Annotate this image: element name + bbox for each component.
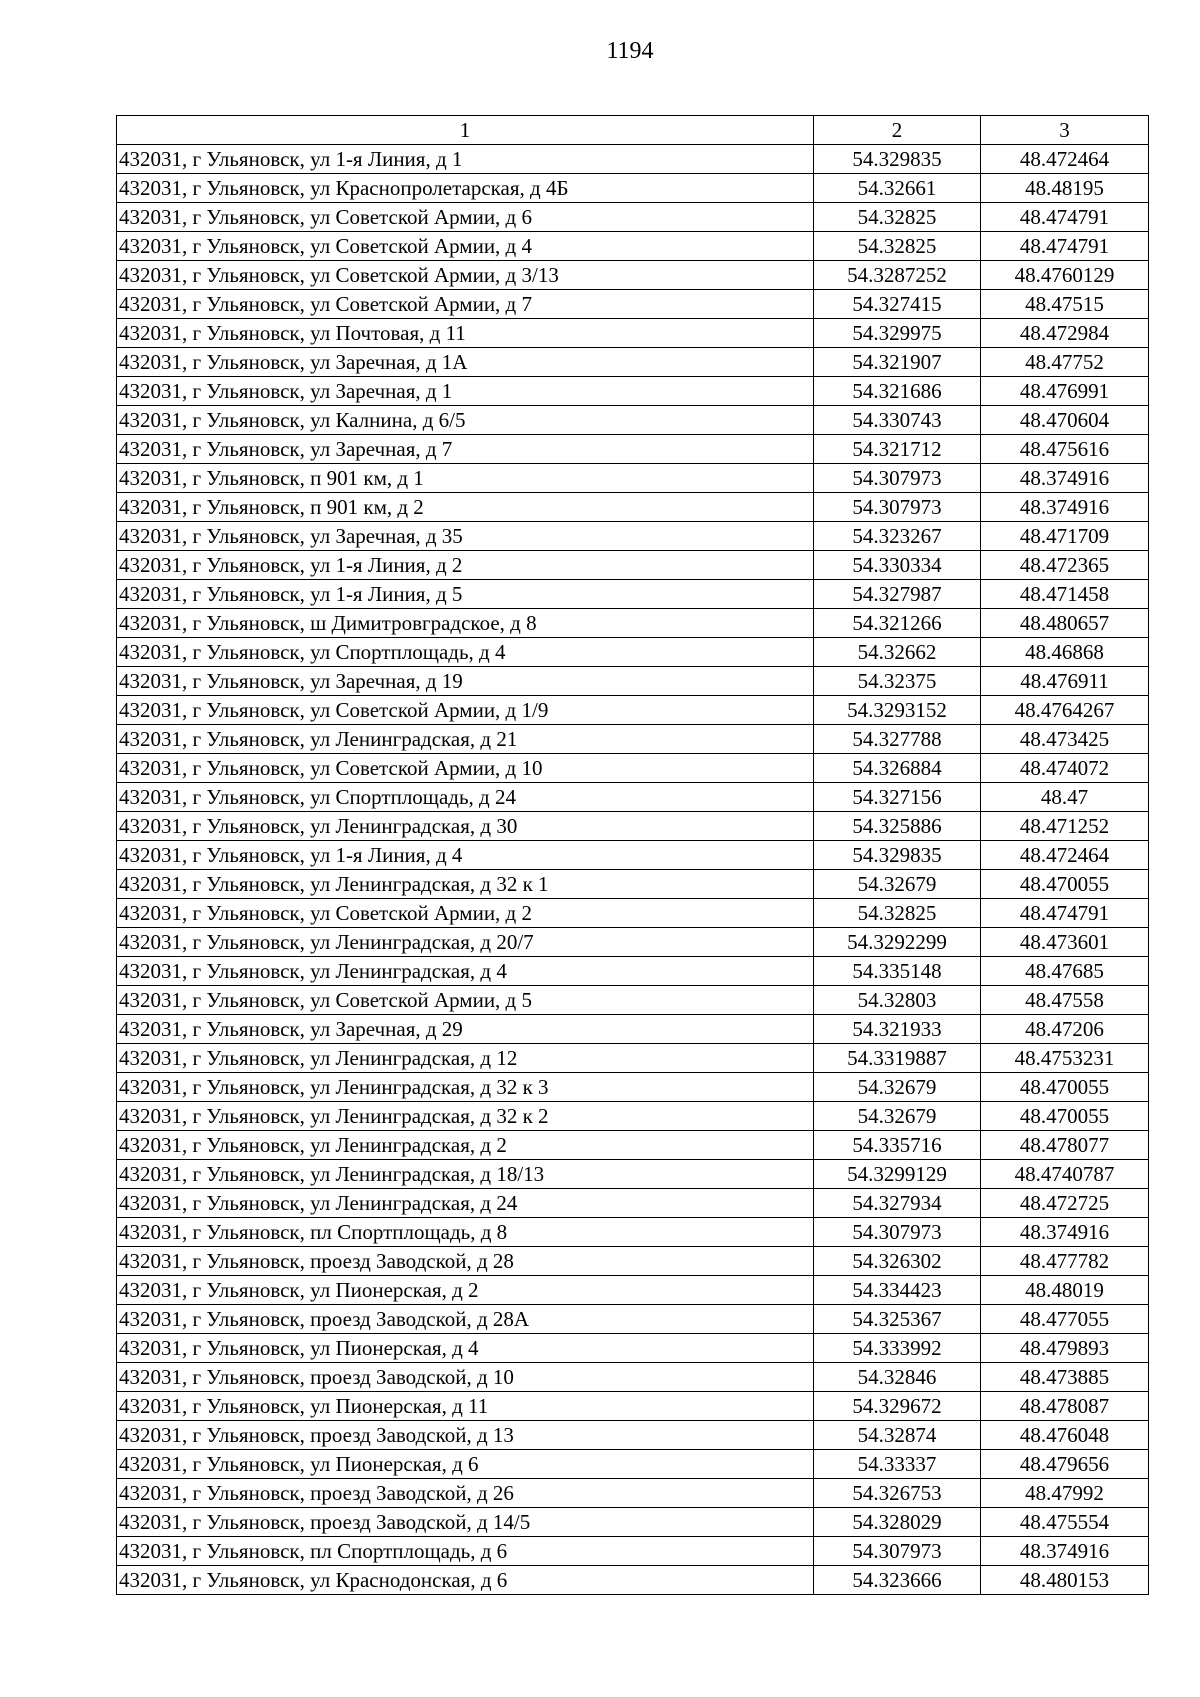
address-cell: 432031, г Ульяновск, ул Ленинградская, д 18/13 — [117, 1160, 814, 1189]
column-header: 3 — [981, 116, 1149, 145]
table-row — [117, 493, 1149, 522]
longitude-cell: 48.472464 — [981, 145, 1149, 174]
table-row — [117, 435, 1149, 464]
table-row — [117, 290, 1149, 319]
longitude-cell: 48.374916 — [981, 1218, 1149, 1247]
latitude-cell: 54.329835 — [814, 841, 981, 870]
latitude-cell: 54.330334 — [814, 551, 981, 580]
latitude-cell: 54.321933 — [814, 1015, 981, 1044]
latitude-cell: 54.335716 — [814, 1131, 981, 1160]
latitude-cell: 54.330743 — [814, 406, 981, 435]
table-row — [117, 870, 1149, 899]
table-row — [117, 986, 1149, 1015]
table-row — [117, 377, 1149, 406]
address-coordinates-table — [116, 115, 1149, 1595]
address-cell: 432031, г Ульяновск, ул Спортплощадь, д 4 — [117, 638, 814, 667]
latitude-cell: 54.32662 — [814, 638, 981, 667]
table-row — [117, 1421, 1149, 1450]
longitude-cell: 48.472984 — [981, 319, 1149, 348]
address-cell: 432031, г Ульяновск, проезд Заводской, д 28 — [117, 1247, 814, 1276]
table-row — [117, 1392, 1149, 1421]
longitude-cell: 48.47 — [981, 783, 1149, 812]
table-row — [117, 203, 1149, 232]
latitude-cell: 54.307973 — [814, 1537, 981, 1566]
table-row — [117, 841, 1149, 870]
address-cell: 432031, г Ульяновск, ул Заречная, д 35 — [117, 522, 814, 551]
address-cell: 432031, г Ульяновск, ул Почтовая, д 11 — [117, 319, 814, 348]
table-row — [117, 1276, 1149, 1305]
latitude-cell: 54.32679 — [814, 1102, 981, 1131]
table-row — [117, 1218, 1149, 1247]
longitude-cell: 48.47685 — [981, 957, 1149, 986]
longitude-cell: 48.480657 — [981, 609, 1149, 638]
address-cell: 432031, г Ульяновск, ул Спортплощадь, д 24 — [117, 783, 814, 812]
latitude-cell: 54.327934 — [814, 1189, 981, 1218]
latitude-cell: 54.335148 — [814, 957, 981, 986]
table-row — [117, 1537, 1149, 1566]
latitude-cell: 54.321907 — [814, 348, 981, 377]
address-cell: 432031, г Ульяновск, п 901 км, д 1 — [117, 464, 814, 493]
address-cell: 432031, г Ульяновск, проезд Заводской, д 13 — [117, 1421, 814, 1450]
table-row — [117, 1334, 1149, 1363]
longitude-cell: 48.471252 — [981, 812, 1149, 841]
table-row — [117, 1189, 1149, 1218]
address-cell: 432031, г Ульяновск, проезд Заводской, д 10 — [117, 1363, 814, 1392]
longitude-cell: 48.474791 — [981, 203, 1149, 232]
longitude-cell: 48.480153 — [981, 1566, 1149, 1595]
address-cell: 432031, г Ульяновск, ул Ленинградская, д 32 к 1 — [117, 870, 814, 899]
longitude-cell: 48.474791 — [981, 899, 1149, 928]
latitude-cell: 54.325886 — [814, 812, 981, 841]
longitude-cell: 48.476991 — [981, 377, 1149, 406]
latitude-cell: 54.327415 — [814, 290, 981, 319]
latitude-cell: 54.32661 — [814, 174, 981, 203]
longitude-cell: 48.4760129 — [981, 261, 1149, 290]
latitude-cell: 54.32679 — [814, 870, 981, 899]
table-row — [117, 899, 1149, 928]
latitude-cell: 54.32803 — [814, 986, 981, 1015]
longitude-cell: 48.47992 — [981, 1479, 1149, 1508]
address-cell: 432031, г Ульяновск, ул Советской Армии, д 5 — [117, 986, 814, 1015]
column-header: 1 — [117, 116, 814, 145]
table-row — [117, 1044, 1149, 1073]
latitude-cell: 54.334423 — [814, 1276, 981, 1305]
address-cell: 432031, г Ульяновск, ул 1-я Линия, д 4 — [117, 841, 814, 870]
longitude-cell: 48.476048 — [981, 1421, 1149, 1450]
table-row — [117, 1015, 1149, 1044]
table-row — [117, 725, 1149, 754]
longitude-cell: 48.47515 — [981, 290, 1149, 319]
table-row — [117, 464, 1149, 493]
longitude-cell: 48.473885 — [981, 1363, 1149, 1392]
address-cell: 432031, г Ульяновск, ул Пионерская, д 11 — [117, 1392, 814, 1421]
address-cell: 432031, г Ульяновск, ул Краснопролетарская, д 4Б — [117, 174, 814, 203]
latitude-cell: 54.327788 — [814, 725, 981, 754]
address-cell: 432031, г Ульяновск, ул Ленинградская, д 24 — [117, 1189, 814, 1218]
table-row — [117, 580, 1149, 609]
latitude-cell: 54.333992 — [814, 1334, 981, 1363]
latitude-cell: 54.307973 — [814, 493, 981, 522]
address-cell: 432031, г Ульяновск, ул 1-я Линия, д 2 — [117, 551, 814, 580]
longitude-cell: 48.474072 — [981, 754, 1149, 783]
address-cell: 432031, г Ульяновск, ул Калнина, д 6/5 — [117, 406, 814, 435]
table-row — [117, 1160, 1149, 1189]
table-row — [117, 1508, 1149, 1537]
address-cell: 432031, г Ульяновск, ул 1-я Линия, д 5 — [117, 580, 814, 609]
longitude-cell: 48.48019 — [981, 1276, 1149, 1305]
address-cell: 432031, г Ульяновск, ул Советской Армии, д 4 — [117, 232, 814, 261]
address-cell: 432031, г Ульяновск, ул Ленинградская, д 20/7 — [117, 928, 814, 957]
latitude-cell: 54.326753 — [814, 1479, 981, 1508]
table-row — [117, 522, 1149, 551]
address-cell: 432031, г Ульяновск, ш Димитровградское, д 8 — [117, 609, 814, 638]
table-row — [117, 754, 1149, 783]
table-row — [117, 638, 1149, 667]
latitude-cell: 54.307973 — [814, 1218, 981, 1247]
address-cell: 432031, г Ульяновск, ул Ленинградская, д 32 к 3 — [117, 1073, 814, 1102]
latitude-cell: 54.3287252 — [814, 261, 981, 290]
longitude-cell: 48.476911 — [981, 667, 1149, 696]
longitude-cell: 48.470604 — [981, 406, 1149, 435]
longitude-cell: 48.46868 — [981, 638, 1149, 667]
longitude-cell: 48.374916 — [981, 464, 1149, 493]
table-row — [117, 319, 1149, 348]
latitude-cell: 54.307973 — [814, 464, 981, 493]
latitude-cell: 54.32825 — [814, 899, 981, 928]
table-row — [117, 1305, 1149, 1334]
table-row — [117, 957, 1149, 986]
table-row — [117, 348, 1149, 377]
table-row — [117, 812, 1149, 841]
longitude-cell: 48.477782 — [981, 1247, 1149, 1276]
table-row — [117, 551, 1149, 580]
latitude-cell: 54.32679 — [814, 1073, 981, 1102]
latitude-cell: 54.32825 — [814, 203, 981, 232]
address-cell: 432031, г Ульяновск, пл Спортплощадь, д 8 — [117, 1218, 814, 1247]
table-row — [117, 1479, 1149, 1508]
latitude-cell: 54.329835 — [814, 145, 981, 174]
address-cell: 432031, г Ульяновск, ул Пионерская, д 6 — [117, 1450, 814, 1479]
latitude-cell: 54.32846 — [814, 1363, 981, 1392]
longitude-cell: 48.475616 — [981, 435, 1149, 464]
latitude-cell: 54.327987 — [814, 580, 981, 609]
latitude-cell: 54.326302 — [814, 1247, 981, 1276]
address-cell: 432031, г Ульяновск, ул Заречная, д 19 — [117, 667, 814, 696]
address-cell: 432031, г Ульяновск, ул Заречная, д 7 — [117, 435, 814, 464]
longitude-cell: 48.472365 — [981, 551, 1149, 580]
table-row — [117, 261, 1149, 290]
address-cell: 432031, г Ульяновск, п 901 км, д 2 — [117, 493, 814, 522]
address-cell: 432031, г Ульяновск, ул Ленинградская, д 2 — [117, 1131, 814, 1160]
latitude-cell: 54.3292299 — [814, 928, 981, 957]
longitude-cell: 48.472464 — [981, 841, 1149, 870]
table-row — [117, 1102, 1149, 1131]
table-row — [117, 1450, 1149, 1479]
address-cell: 432031, г Ульяновск, ул Заречная, д 1 — [117, 377, 814, 406]
longitude-cell: 48.4764267 — [981, 696, 1149, 725]
longitude-cell: 48.474791 — [981, 232, 1149, 261]
longitude-cell: 48.475554 — [981, 1508, 1149, 1537]
longitude-cell: 48.4740787 — [981, 1160, 1149, 1189]
longitude-cell: 48.47206 — [981, 1015, 1149, 1044]
address-cell: 432031, г Ульяновск, ул Краснодонская, д 6 — [117, 1566, 814, 1595]
longitude-cell: 48.47752 — [981, 348, 1149, 377]
longitude-cell: 48.479656 — [981, 1450, 1149, 1479]
longitude-cell: 48.48195 — [981, 174, 1149, 203]
latitude-cell: 54.33337 — [814, 1450, 981, 1479]
table-row — [117, 696, 1149, 725]
latitude-cell: 54.32375 — [814, 667, 981, 696]
address-cell: 432031, г Ульяновск, ул Заречная, д 1А — [117, 348, 814, 377]
address-cell: 432031, г Ульяновск, пл Спортплощадь, д 6 — [117, 1537, 814, 1566]
longitude-cell: 48.470055 — [981, 1102, 1149, 1131]
longitude-cell: 48.47558 — [981, 986, 1149, 1015]
table-row — [117, 667, 1149, 696]
table-row — [117, 928, 1149, 957]
longitude-cell: 48.473601 — [981, 928, 1149, 957]
address-cell: 432031, г Ульяновск, ул Пионерская, д 4 — [117, 1334, 814, 1363]
address-cell: 432031, г Ульяновск, ул Пионерская, д 2 — [117, 1276, 814, 1305]
latitude-cell: 54.3299129 — [814, 1160, 981, 1189]
address-cell: 432031, г Ульяновск, ул Ленинградская, д 30 — [117, 812, 814, 841]
longitude-cell: 48.478087 — [981, 1392, 1149, 1421]
latitude-cell: 54.32825 — [814, 232, 981, 261]
latitude-cell: 54.3293152 — [814, 696, 981, 725]
address-cell: 432031, г Ульяновск, проезд Заводской, д 14/5 — [117, 1508, 814, 1537]
longitude-cell: 48.374916 — [981, 493, 1149, 522]
longitude-cell: 48.470055 — [981, 870, 1149, 899]
address-cell: 432031, г Ульяновск, ул Заречная, д 29 — [117, 1015, 814, 1044]
address-cell: 432031, г Ульяновск, ул 1-я Линия, д 1 — [117, 145, 814, 174]
address-cell: 432031, г Ульяновск, ул Ленинградская, д 4 — [117, 957, 814, 986]
latitude-cell: 54.329672 — [814, 1392, 981, 1421]
latitude-cell: 54.3319887 — [814, 1044, 981, 1073]
table-row — [117, 609, 1149, 638]
latitude-cell: 54.328029 — [814, 1508, 981, 1537]
table-row — [117, 783, 1149, 812]
latitude-cell: 54.325367 — [814, 1305, 981, 1334]
longitude-cell: 48.473425 — [981, 725, 1149, 754]
longitude-cell: 48.471458 — [981, 580, 1149, 609]
longitude-cell: 48.478077 — [981, 1131, 1149, 1160]
address-cell: 432031, г Ульяновск, ул Ленинградская, д 21 — [117, 725, 814, 754]
address-cell: 432031, г Ульяновск, ул Советской Армии, д 6 — [117, 203, 814, 232]
latitude-cell: 54.327156 — [814, 783, 981, 812]
table-row — [117, 1566, 1149, 1595]
latitude-cell: 54.323666 — [814, 1566, 981, 1595]
longitude-cell: 48.472725 — [981, 1189, 1149, 1218]
table-row — [117, 1247, 1149, 1276]
latitude-cell: 54.321686 — [814, 377, 981, 406]
latitude-cell: 54.323267 — [814, 522, 981, 551]
address-cell: 432031, г Ульяновск, проезд Заводской, д 26 — [117, 1479, 814, 1508]
table-header-row — [117, 116, 1149, 145]
longitude-cell: 48.479893 — [981, 1334, 1149, 1363]
latitude-cell: 54.321712 — [814, 435, 981, 464]
address-cell: 432031, г Ульяновск, ул Советской Армии, д 2 — [117, 899, 814, 928]
address-cell: 432031, г Ульяновск, ул Ленинградская, д 32 к 2 — [117, 1102, 814, 1131]
address-cell: 432031, г Ульяновск, проезд Заводской, д 28А — [117, 1305, 814, 1334]
longitude-cell: 48.477055 — [981, 1305, 1149, 1334]
latitude-cell: 54.329975 — [814, 319, 981, 348]
address-cell: 432031, г Ульяновск, ул Советской Армии, д 3/13 — [117, 261, 814, 290]
page-number: 1194 — [606, 38, 654, 64]
address-cell: 432031, г Ульяновск, ул Ленинградская, д 12 — [117, 1044, 814, 1073]
longitude-cell: 48.374916 — [981, 1537, 1149, 1566]
longitude-cell: 48.470055 — [981, 1073, 1149, 1102]
longitude-cell: 48.471709 — [981, 522, 1149, 551]
latitude-cell: 54.321266 — [814, 609, 981, 638]
table-row — [117, 232, 1149, 261]
table-row — [117, 1073, 1149, 1102]
address-cell: 432031, г Ульяновск, ул Советской Армии, д 1/9 — [117, 696, 814, 725]
table-row — [117, 174, 1149, 203]
table-row — [117, 1131, 1149, 1160]
table-row — [117, 1363, 1149, 1392]
latitude-cell: 54.326884 — [814, 754, 981, 783]
longitude-cell: 48.4753231 — [981, 1044, 1149, 1073]
column-header: 2 — [814, 116, 981, 145]
address-cell: 432031, г Ульяновск, ул Советской Армии, д 10 — [117, 754, 814, 783]
table-row — [117, 406, 1149, 435]
table-row — [117, 145, 1149, 174]
latitude-cell: 54.32874 — [814, 1421, 981, 1450]
address-cell: 432031, г Ульяновск, ул Советской Армии, д 7 — [117, 290, 814, 319]
